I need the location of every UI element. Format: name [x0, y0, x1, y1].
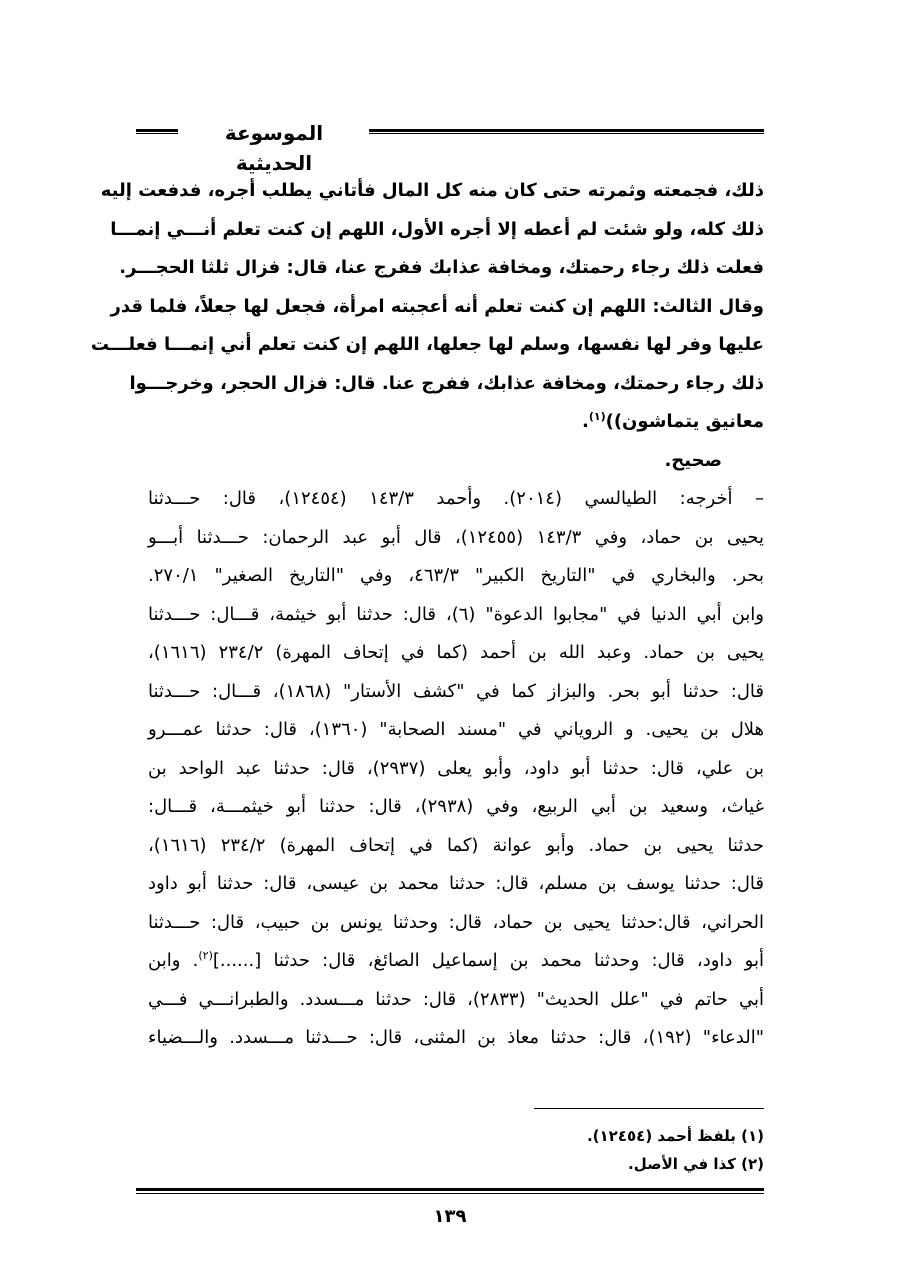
line-text: بن علي، قال: حدثنا أبو داود، وأبو يعلى (٢٩٣٧)، قال: حدثنا عبد الواحد بن: [148, 757, 764, 779]
line-text: هلال بن يحيى. و الروياني في "مسند الصحابة" (١٣٦٠)، قال: حدثنا عمـــرو: [148, 719, 765, 740]
line-text: صحيح.: [664, 449, 722, 471]
line-text: بحر. والبخاري في "التاريخ الكبير" ٤٦٣/٣، وفي "التاريخ الصغير" ٢٧٠/١.: [148, 565, 764, 586]
line-text: أبي حاتم في "علل الحديث" (٢٨٣٣)، قال: حدثنا مـــسدد. والطبرانـــي فـــي: [148, 988, 765, 1010]
line-text: ذلك، فجمعته وثمرته حتى كان منه كل المال فأتاني يطلب أجره، فدفعت إليه: [100, 180, 764, 201]
footnote-separator: [534, 1108, 764, 1109]
text-line: [148, 403, 764, 442]
text-line: [148, 596, 764, 635]
text-line: [110, 288, 764, 327]
footnote-ref: (١): [588, 410, 606, 423]
text-line: [148, 557, 764, 596]
text-line: [148, 981, 764, 1020]
header-rule-left: [136, 129, 178, 134]
body-text: [90, 172, 765, 1058]
footnote-2: (٢) كذا في الأصل.: [628, 1155, 764, 1173]
header-rule-right: [369, 129, 764, 134]
line-tail: .: [581, 411, 589, 432]
text-line: [90, 326, 764, 365]
text-line: [148, 673, 764, 712]
text-line: [148, 634, 764, 673]
text-line: [148, 865, 764, 904]
text-line: [148, 827, 764, 866]
header-title: الموسوعة الحديثية: [224, 121, 324, 175]
line-text: الحراني، قال:حدثنا يحيى بن حماد، قال: وحدثنا يونس بن حبيب، قال: حـــدثنا: [148, 911, 764, 933]
line-text: ذلك كله، ولو شئت لم أعطه إلا أجره الأول، اللهم إن كنت تعلم أنـــي إنمـــا: [110, 218, 764, 240]
text-line: [148, 480, 764, 519]
footnotes: [264, 1122, 764, 1178]
line-text: حدثنا يحيى بن حماد. وأبو عوانة (كما في إتحاف المهرة) ٢٣٤/٢ (١٦١٦)،: [148, 834, 765, 856]
text-line: [119, 249, 764, 288]
line-tail: . وابن: [148, 950, 199, 971]
line-text: يحيى بن حماد. وعبد الله بن أحمد (كما في إتحاف المهرة) ٢٣٤/٢ (١٦١٦)،: [148, 642, 764, 663]
line-text: أبو داود، قال: وحدثنا محمد بن إسماعيل الصائغ، قال: حدثنا [......]: [212, 950, 764, 971]
line-text: معانيق يتماشون)): [605, 411, 764, 432]
line-text: يحيى بن حماد، وفي ١٤٣/٣ (١٢٤٥٥)، قال أبو عبد الرحمان: حـــدثنا أبـــو: [148, 526, 764, 548]
page-number: ١٣٩: [433, 1206, 467, 1227]
text-line: [148, 750, 764, 789]
text-line: [148, 904, 764, 943]
text-line: [148, 1019, 764, 1058]
footnote-1: (١) بلفظ أحمد (١٢٤٥٤).: [586, 1127, 764, 1145]
line-text: – أخرجه: الطيالسي (٢٠١٤). وأحمد ١٤٣/٣ (١٢٤٥٤)، قال: حـــدثنا: [148, 488, 764, 509]
text-line: [148, 519, 764, 558]
text-line: [110, 211, 764, 250]
line-text: ذلك رجاء رحمتك، ومخافة عذابك، ففرج عنا. قال: فزال الحجر، وخرجـــوا: [129, 372, 764, 394]
line-text: غياث، وسعيد بن أبي الربيع، وفي (٢٩٣٨)، قال: حدثنا أبو خيثمـــة، قـــال:: [148, 796, 764, 817]
text-line: [100, 172, 764, 211]
line-text: قال: حدثنا أبو بحر. والبزاز كما في "كشف الأستار" (١٨٦٨)، قـــال: حـــدثنا: [148, 680, 764, 702]
line-text: وقال الثالث: اللهم إن كنت تعلم أنه أعجبته امرأة، فجعل لها جعلاً، فلما قدر: [110, 295, 764, 317]
line-text: "الدعاء" (١٩٢)، قال: حدثنا معاذ بن المثنى، قال: حـــدثنا مـــسدد. والـــضياء: [148, 1027, 764, 1048]
text-line: [148, 788, 764, 827]
text-line: [129, 365, 764, 404]
text-line: [148, 942, 764, 981]
line-text: فعلت ذلك رجاء رحمتك، ومخافة عذابك ففرج عنا، قال: فزال ثلثا الحجـــر.: [119, 257, 764, 278]
page-header: [136, 118, 764, 175]
text-line: [148, 442, 764, 481]
text-line: [148, 711, 764, 750]
footnote-ref: (٢): [198, 949, 213, 962]
line-text: عليها وفر لها نفسها، وسلم لها جعلها، اللهم إن كنت تعلم أني إنمـــا فعلـــت: [90, 334, 764, 355]
line-text: قال: حدثنا يوسف بن مسلم، قال: حدثنا محمد بن عيسى، قال: حدثنا أبو داود: [148, 873, 764, 894]
bottom-rule: [136, 1188, 764, 1194]
line-text: وابن أبي الدنيا في "مجابوا الدعوة" (٦)، قال: حدثنا أبو خيثمة، قـــال: حـــدثنا: [148, 603, 764, 625]
